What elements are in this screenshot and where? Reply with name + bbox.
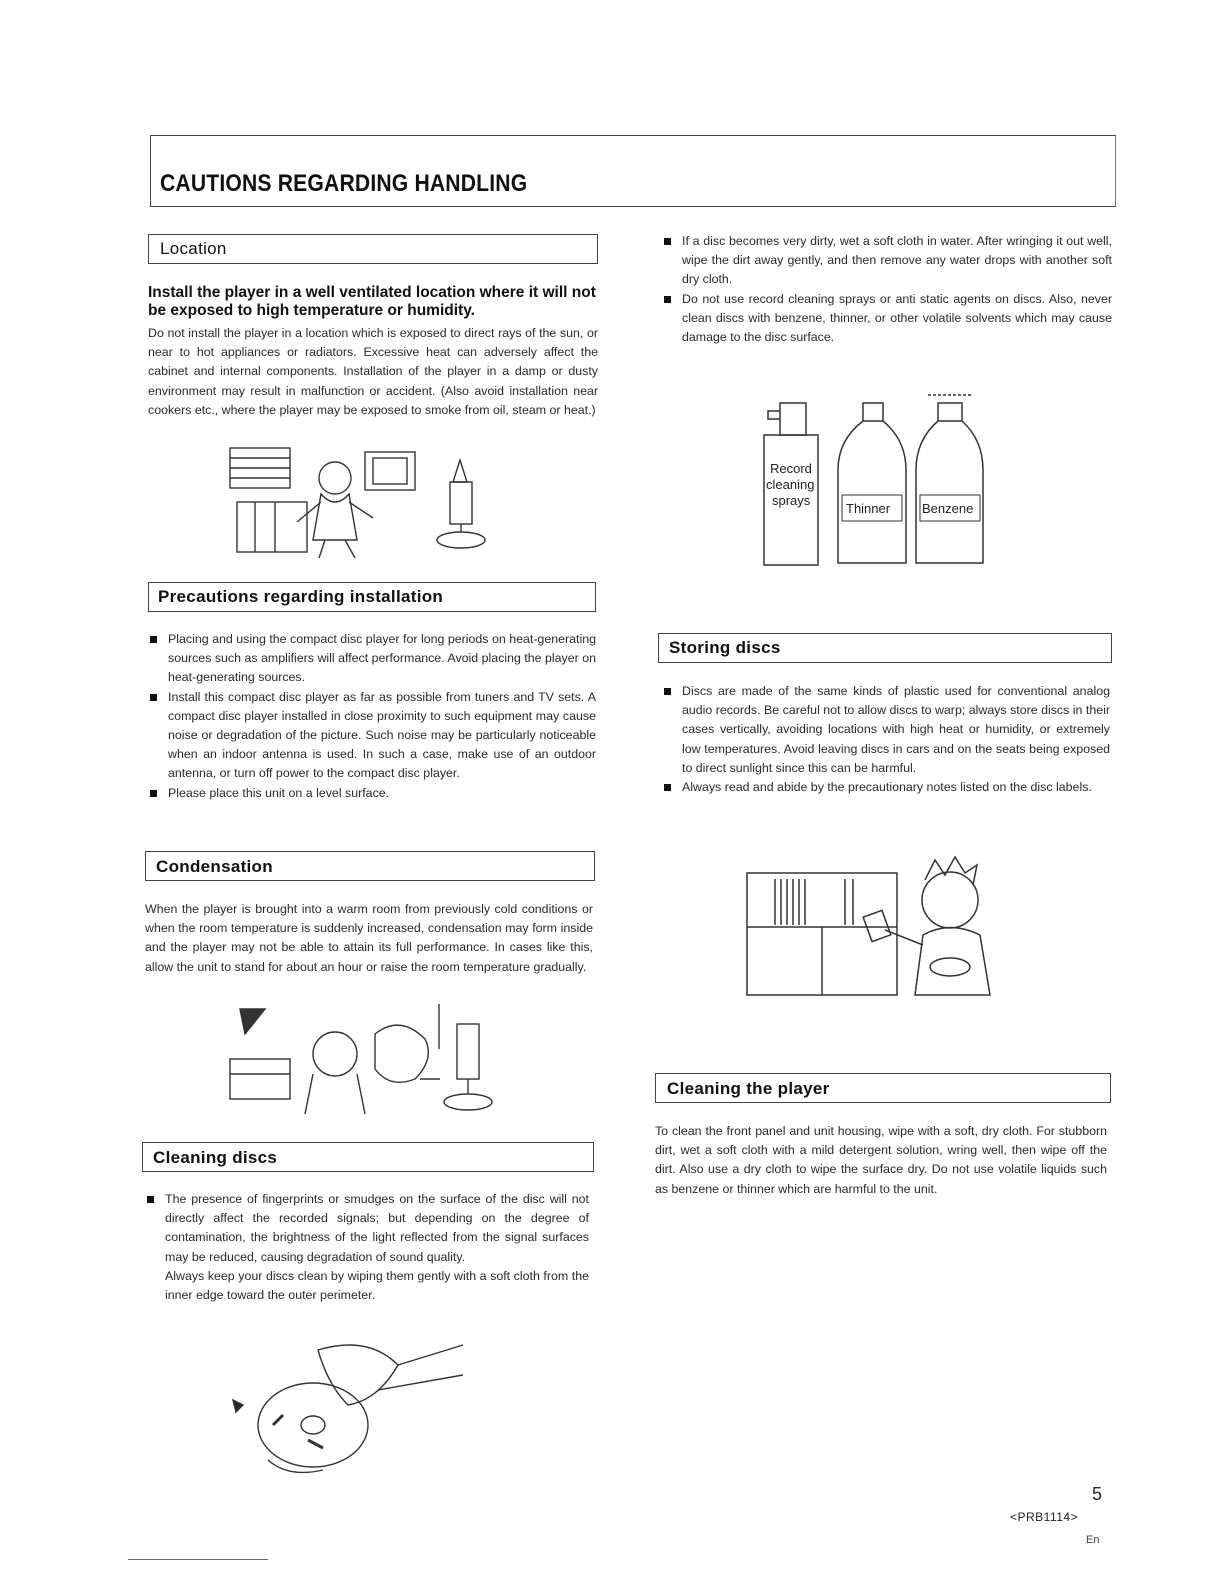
bullet-icon <box>664 688 671 695</box>
document-code: <PRB1114> <box>1010 1510 1079 1524</box>
precautions-item: Please place this unit on a level surface. <box>148 784 596 803</box>
cleaning-continued-item: Do not use record cleaning sprays or anti static agents on discs. Also, never clean discs with benzene, thinner, or other volatile solvents which may cause damage to the disc surface. <box>662 290 1112 348</box>
bottle-label-benzene: Benzene <box>922 501 974 516</box>
solvent-bottles-illustration <box>758 385 990 575</box>
location-lead: Install the player in a well ventilated location where it will not be exposed to high temperature or humidity. <box>148 284 596 319</box>
precautions-list <box>148 630 596 803</box>
page-title: CAUTIONS REGARDING HANDLING <box>160 170 528 197</box>
language-code: En <box>1086 1534 1100 1546</box>
storing-heading: Storing discs <box>669 638 781 657</box>
cleaning-player-body: To clean the front panel and unit housing, wipe with a soft, dry cloth. For stubborn dirt, wet a soft cloth with a mild detergent solution, wring well, then wipe off the dirt. Also use a dry cloth to wipe the surface dry. Do not use volatile liquids such as benzene or thinner which are harmful to the unit. <box>655 1124 1107 1196</box>
storing-item: Discs are made of the same kinds of plastic used for conventional analog audio records. Be careful not to allow discs to warp; always store discs in their cases vertically, avoiding locations with high heat or humidity, or extremely low temperatures. Avoid leaving discs in cars and on the seats being exposed to direct sunlight since this can be harmful. <box>662 682 1110 778</box>
bullet-icon <box>150 790 157 797</box>
cleaning-discs-list <box>145 1190 589 1305</box>
precautions-item: Placing and using the compact disc player for long periods on heat-generating sources such as amplifiers will affect performance. Avoid placing the player on heat-generating sources. <box>148 630 596 688</box>
storing-item: Always read and abide by the precautionary notes listed on the disc labels. <box>662 778 1110 797</box>
bullet-icon <box>664 296 671 303</box>
bottle-label-thinner: Thinner <box>846 501 891 516</box>
bottle-label-record: Record <box>770 461 812 476</box>
footer-rule <box>128 1559 268 1560</box>
precautions-item: Install this compact disc player as far as possible from tuners and TV sets. A compact disc player installed in close proximity to such equipment may cause noise or degradation of the picture. Such noise may be particularly noticeable when an indoor antenna is used. In such a case, make use of an outdoor antenna, or turn off power to the compact disc player. <box>148 688 596 784</box>
bullet-icon <box>150 694 157 701</box>
cleaning-continued-list <box>662 232 1112 347</box>
location-heading: Location <box>160 239 227 258</box>
bottle-label-cleaning: cleaning <box>766 477 815 492</box>
bullet-icon <box>664 784 671 791</box>
cleaning-discs-continuation: Always keep your discs clean by wiping them gently with a soft cloth from the inner edge toward the outer perimeter. <box>165 1268 589 1303</box>
storing-list <box>662 682 1110 797</box>
bullet-icon <box>150 636 157 643</box>
cleaning-continued-item: If a disc becomes very dirty, wet a soft cloth in water. After wringing it out well, wipe the dirt away gently, and then remove any water drops with another soft dry cloth. <box>662 232 1112 290</box>
bottle-label-sprays: sprays <box>772 493 811 508</box>
condensation-body: When the player is brought into a warm room from previously cold conditions or when the room temperature is suddenly increased, condensation may form inside and the player may not be able to attain its full performance. In cases like this, allow the unit to stand for about an hour or raise the room temperature gradually. <box>145 902 593 974</box>
location-illustration <box>225 440 500 565</box>
condensation-heading: Condensation <box>156 857 273 876</box>
bullet-icon <box>664 238 671 245</box>
cleaning-discs-heading: Cleaning discs <box>153 1148 278 1167</box>
location-body: Do not install the player in a location which is exposed to direct rays of the sun, or near to hot appliances or radiators. Excessive heat can adversely affect the cabinet and internal components. Installation of the player in a damp or dusty environment may result in malfunction or accident. (Also avoid installation near cookers etc., where the player may be exposed to smoke from oil, steam or heat.) <box>148 326 598 417</box>
page-number: 5 <box>1092 1484 1103 1504</box>
condensation-illustration <box>225 1004 505 1119</box>
disc-wiping-illustration <box>228 1330 468 1480</box>
storing-illustration <box>745 855 1005 1000</box>
cleaning-player-heading: Cleaning the player <box>667 1079 830 1098</box>
precautions-heading: Precautions regarding installation <box>158 587 444 606</box>
bullet-icon <box>147 1196 154 1203</box>
cleaning-discs-item: The presence of fingerprints or smudges on the surface of the disc will not directly affect the recorded signals; but depending on the degree of contamination, the brightness of the light reflected from the signal surfaces may be reduced, causing degradation of sound quality. <box>145 1190 589 1267</box>
